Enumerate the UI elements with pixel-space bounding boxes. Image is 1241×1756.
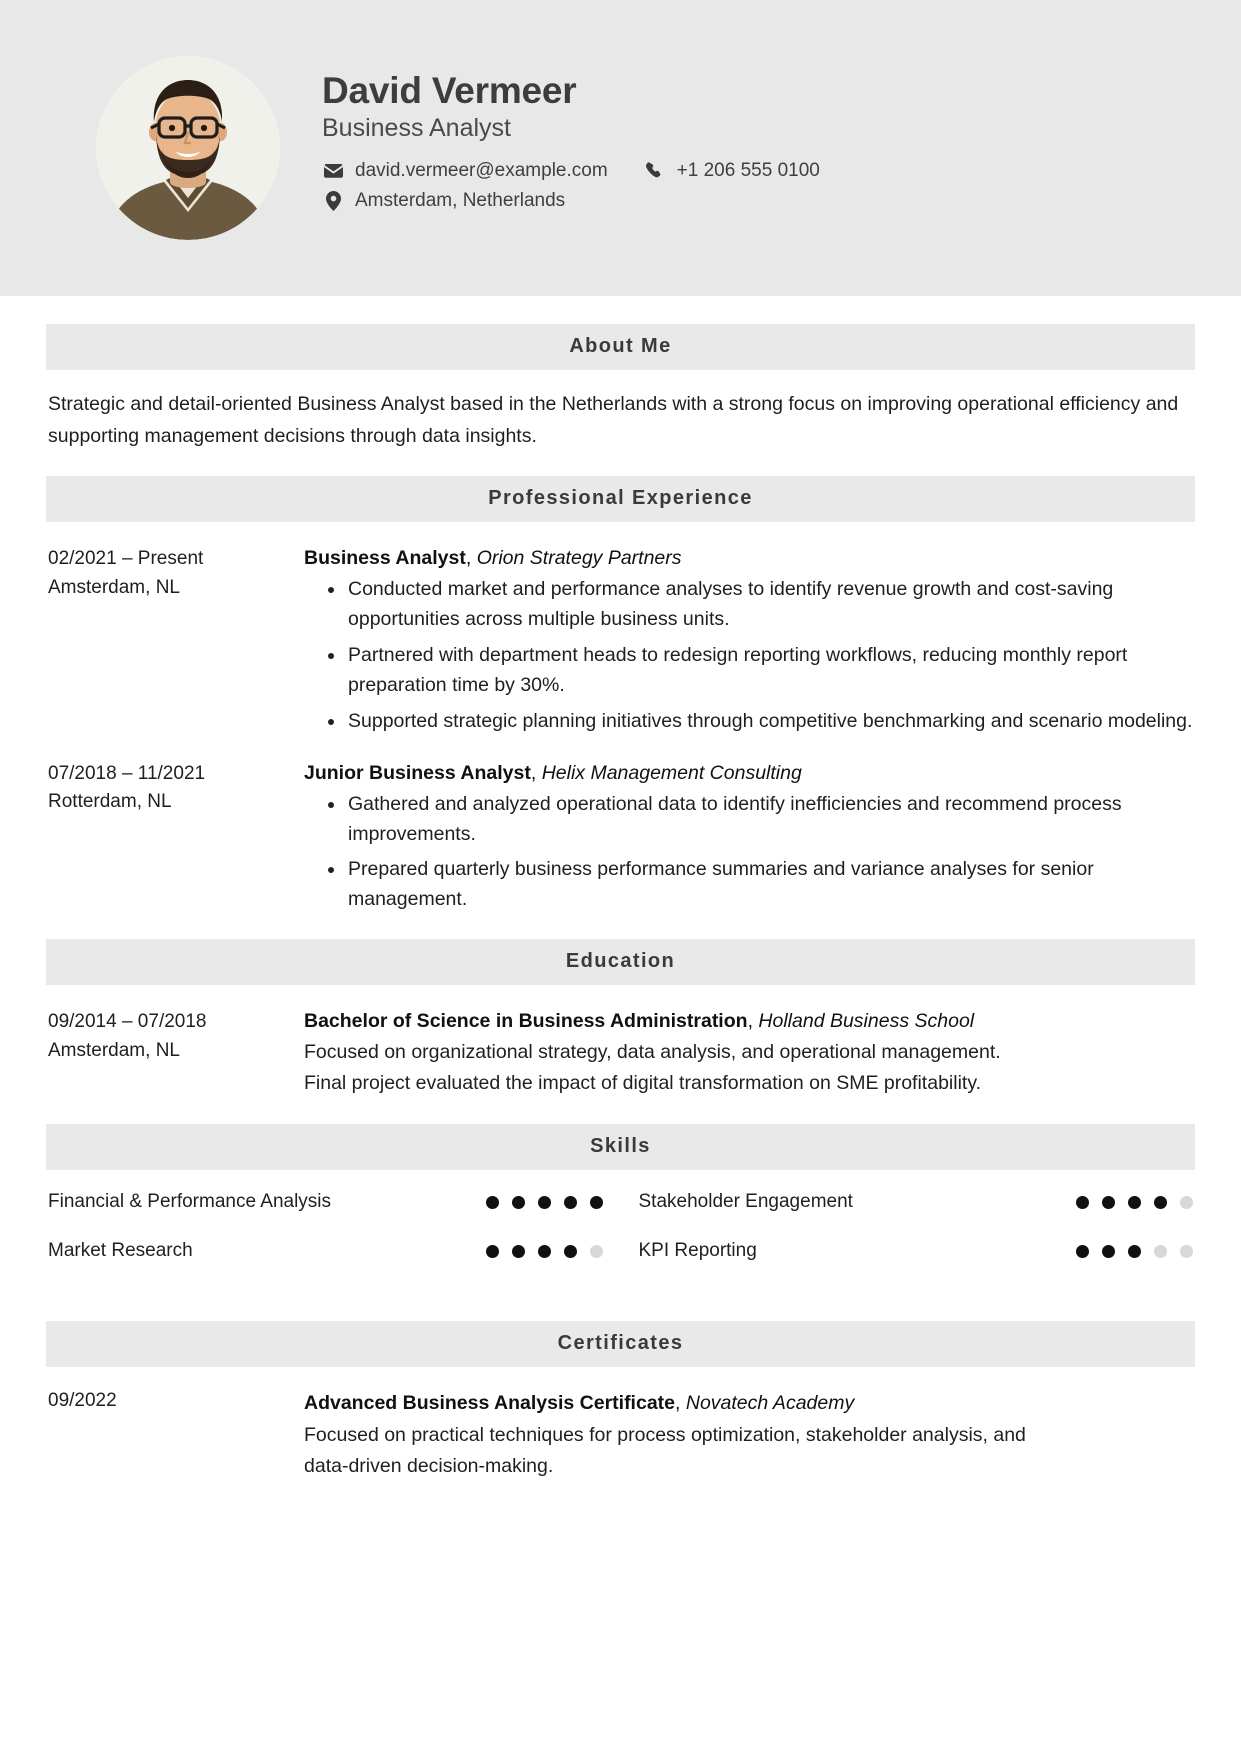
certificate-name: Advanced Business Analysis Certificate	[304, 1392, 676, 1415]
skill-item	[48, 1239, 603, 1264]
contact-phone-value: +1 206 555 0100	[676, 160, 820, 182]
page-title: David Vermeer	[322, 69, 577, 111]
experience-entry-title	[304, 759, 1193, 787]
list-item: Gathered and analyzed operational data to identify inefficiencies and recommend process improvements.	[328, 790, 1193, 850]
location-pin-icon	[322, 191, 344, 211]
experience-bullet-list	[304, 575, 1193, 736]
rating-dot-empty	[1154, 1245, 1167, 1258]
education-description	[304, 1038, 1193, 1099]
certificate-issuer: Novatech Academy	[685, 1392, 855, 1415]
education-entry-content	[304, 1007, 1193, 1100]
skills-grid	[46, 1190, 1195, 1263]
skill-item	[639, 1190, 1194, 1215]
list-item: Partnered with department heads to redesign reporting workflows, reducing monthly report preparation time by 30%.	[328, 641, 1193, 701]
rating-dot-empty	[1180, 1245, 1193, 1258]
rating-dot-filled	[590, 1196, 603, 1209]
resume-body	[0, 324, 1241, 1662]
rating-dot-filled	[486, 1245, 499, 1258]
skill-item	[48, 1190, 603, 1215]
experience-entry-content	[304, 759, 1193, 916]
rating-dot-filled	[564, 1245, 577, 1258]
section-header-certificates: Certificates	[46, 1321, 1195, 1367]
experience-separator: ,	[530, 761, 542, 784]
job-title: Business Analyst	[322, 114, 511, 143]
section-header-about: About Me	[46, 324, 1195, 370]
contact-email-value: david.vermeer@example.com	[355, 160, 608, 182]
resume-header	[0, 0, 1241, 296]
rating-dot-filled	[486, 1196, 499, 1209]
experience-bullet-list	[304, 790, 1193, 915]
education-description-line: Final project evaluated the impact of digital transformation on SME profitability.	[304, 1072, 982, 1095]
rating-dot-filled	[1128, 1196, 1141, 1209]
contact-email[interactable]	[322, 160, 608, 182]
rating-dot-filled	[512, 1196, 525, 1209]
experience-entry-location: Amsterdam, NL	[48, 577, 180, 599]
experience-entry-meta	[48, 544, 304, 736]
contact-location-value: Amsterdam, Netherlands	[355, 190, 566, 212]
rating-dot-filled	[1102, 1196, 1115, 1209]
experience-entry	[46, 759, 1195, 916]
phone-icon	[644, 161, 666, 181]
certificate-entry-title	[304, 1389, 1026, 1417]
rating-dot-filled	[1076, 1245, 1089, 1258]
experience-entry-content	[304, 544, 1193, 736]
experience-role: Business Analyst	[304, 547, 466, 570]
section-header-skills: Skills	[46, 1124, 1195, 1170]
rating-dot-empty	[1180, 1196, 1193, 1209]
rating-dot-filled	[1102, 1245, 1115, 1258]
section-header-education: Education	[46, 939, 1195, 985]
skill-label: KPI Reporting	[638, 1239, 757, 1261]
education-description-line: Focused on organizational strategy, data analysis, and operational management.	[304, 1041, 1001, 1064]
skill-item	[639, 1239, 1194, 1264]
rating-dot-filled	[1154, 1196, 1167, 1209]
list-item: Conducted market and performance analyses to identify revenue growth and cost-saving opportunities across multiple business units.	[328, 575, 1193, 635]
rating-dot-filled	[538, 1196, 551, 1209]
experience-entry-title	[304, 544, 1193, 572]
certificate-separator: ,	[675, 1392, 686, 1415]
skill-rating-dots	[1076, 1245, 1193, 1258]
page-bottom-space	[46, 1482, 1195, 1662]
experience-company: Helix Management Consulting	[541, 761, 802, 784]
education-entry	[46, 1007, 1195, 1100]
skill-label: Financial & Performance Analysis	[48, 1191, 332, 1213]
experience-entry-location: Rotterdam, NL	[48, 791, 172, 813]
skill-label: Stakeholder Engagement	[638, 1191, 853, 1213]
contact-row-secondary	[322, 190, 820, 212]
education-entry-meta	[48, 1007, 304, 1100]
experience-entry-meta	[48, 759, 304, 916]
avatar	[96, 56, 280, 240]
skills-bottom-spacer	[46, 1263, 1195, 1297]
certificate-entry-content	[304, 1389, 1026, 1482]
header-text-block	[322, 70, 820, 227]
rating-dot-empty	[590, 1245, 603, 1258]
education-school: Holland Business School	[758, 1010, 975, 1033]
contact-row-primary	[322, 160, 820, 182]
about-summary-text: Strategic and detail-oriented Business Analyst based in the Netherlands with a strong focus on improving operational efficiency and supporting management decisions through data insights.	[48, 393, 1179, 447]
experience-role: Junior Business Analyst	[304, 761, 531, 784]
education-entry-title	[304, 1007, 1193, 1035]
experience-separator: ,	[465, 547, 477, 570]
list-item: Supported strategic planning initiatives through competitive benchmarking and scenario modeling.	[328, 707, 1193, 737]
skill-label: Market Research	[48, 1239, 193, 1261]
certificate-description	[304, 1421, 1026, 1482]
certificate-entry	[46, 1389, 1195, 1482]
education-separator: ,	[747, 1010, 759, 1033]
experience-entry-dates: 02/2021 – Present	[48, 548, 204, 570]
rating-dot-filled	[538, 1245, 551, 1258]
certificate-entry-dates: 09/2022	[48, 1390, 117, 1412]
experience-entry-dates: 07/2018 – 11/2021	[48, 762, 206, 784]
certificate-description-line: Focused on practical techniques for process optimization, stakeholder analysis, and	[304, 1423, 1026, 1446]
skill-rating-dots	[1076, 1196, 1193, 1209]
list-item: Prepared quarterly business performance summaries and variance analyses for senior management.	[328, 855, 1193, 915]
education-entry-location: Amsterdam, NL	[48, 1040, 180, 1062]
rating-dot-filled	[1128, 1245, 1141, 1258]
experience-entry	[46, 544, 1195, 736]
profile-photo-illustration	[96, 56, 280, 240]
skill-rating-dots	[486, 1245, 603, 1258]
rating-dot-filled	[512, 1245, 525, 1258]
education-degree: Bachelor of Science in Business Administration	[304, 1010, 748, 1033]
contact-phone[interactable]	[644, 160, 820, 182]
contact-location	[322, 190, 565, 212]
skill-rating-dots	[486, 1196, 603, 1209]
envelope-icon	[322, 161, 344, 181]
education-entry-dates: 09/2014 – 07/2018	[48, 1011, 207, 1033]
rating-dot-filled	[1076, 1196, 1089, 1209]
experience-company: Orion Strategy Partners	[476, 547, 682, 570]
section-header-experience: Professional Experience	[46, 476, 1195, 522]
certificate-description-line: data-driven decision-making.	[304, 1454, 554, 1477]
rating-dot-filled	[564, 1196, 577, 1209]
